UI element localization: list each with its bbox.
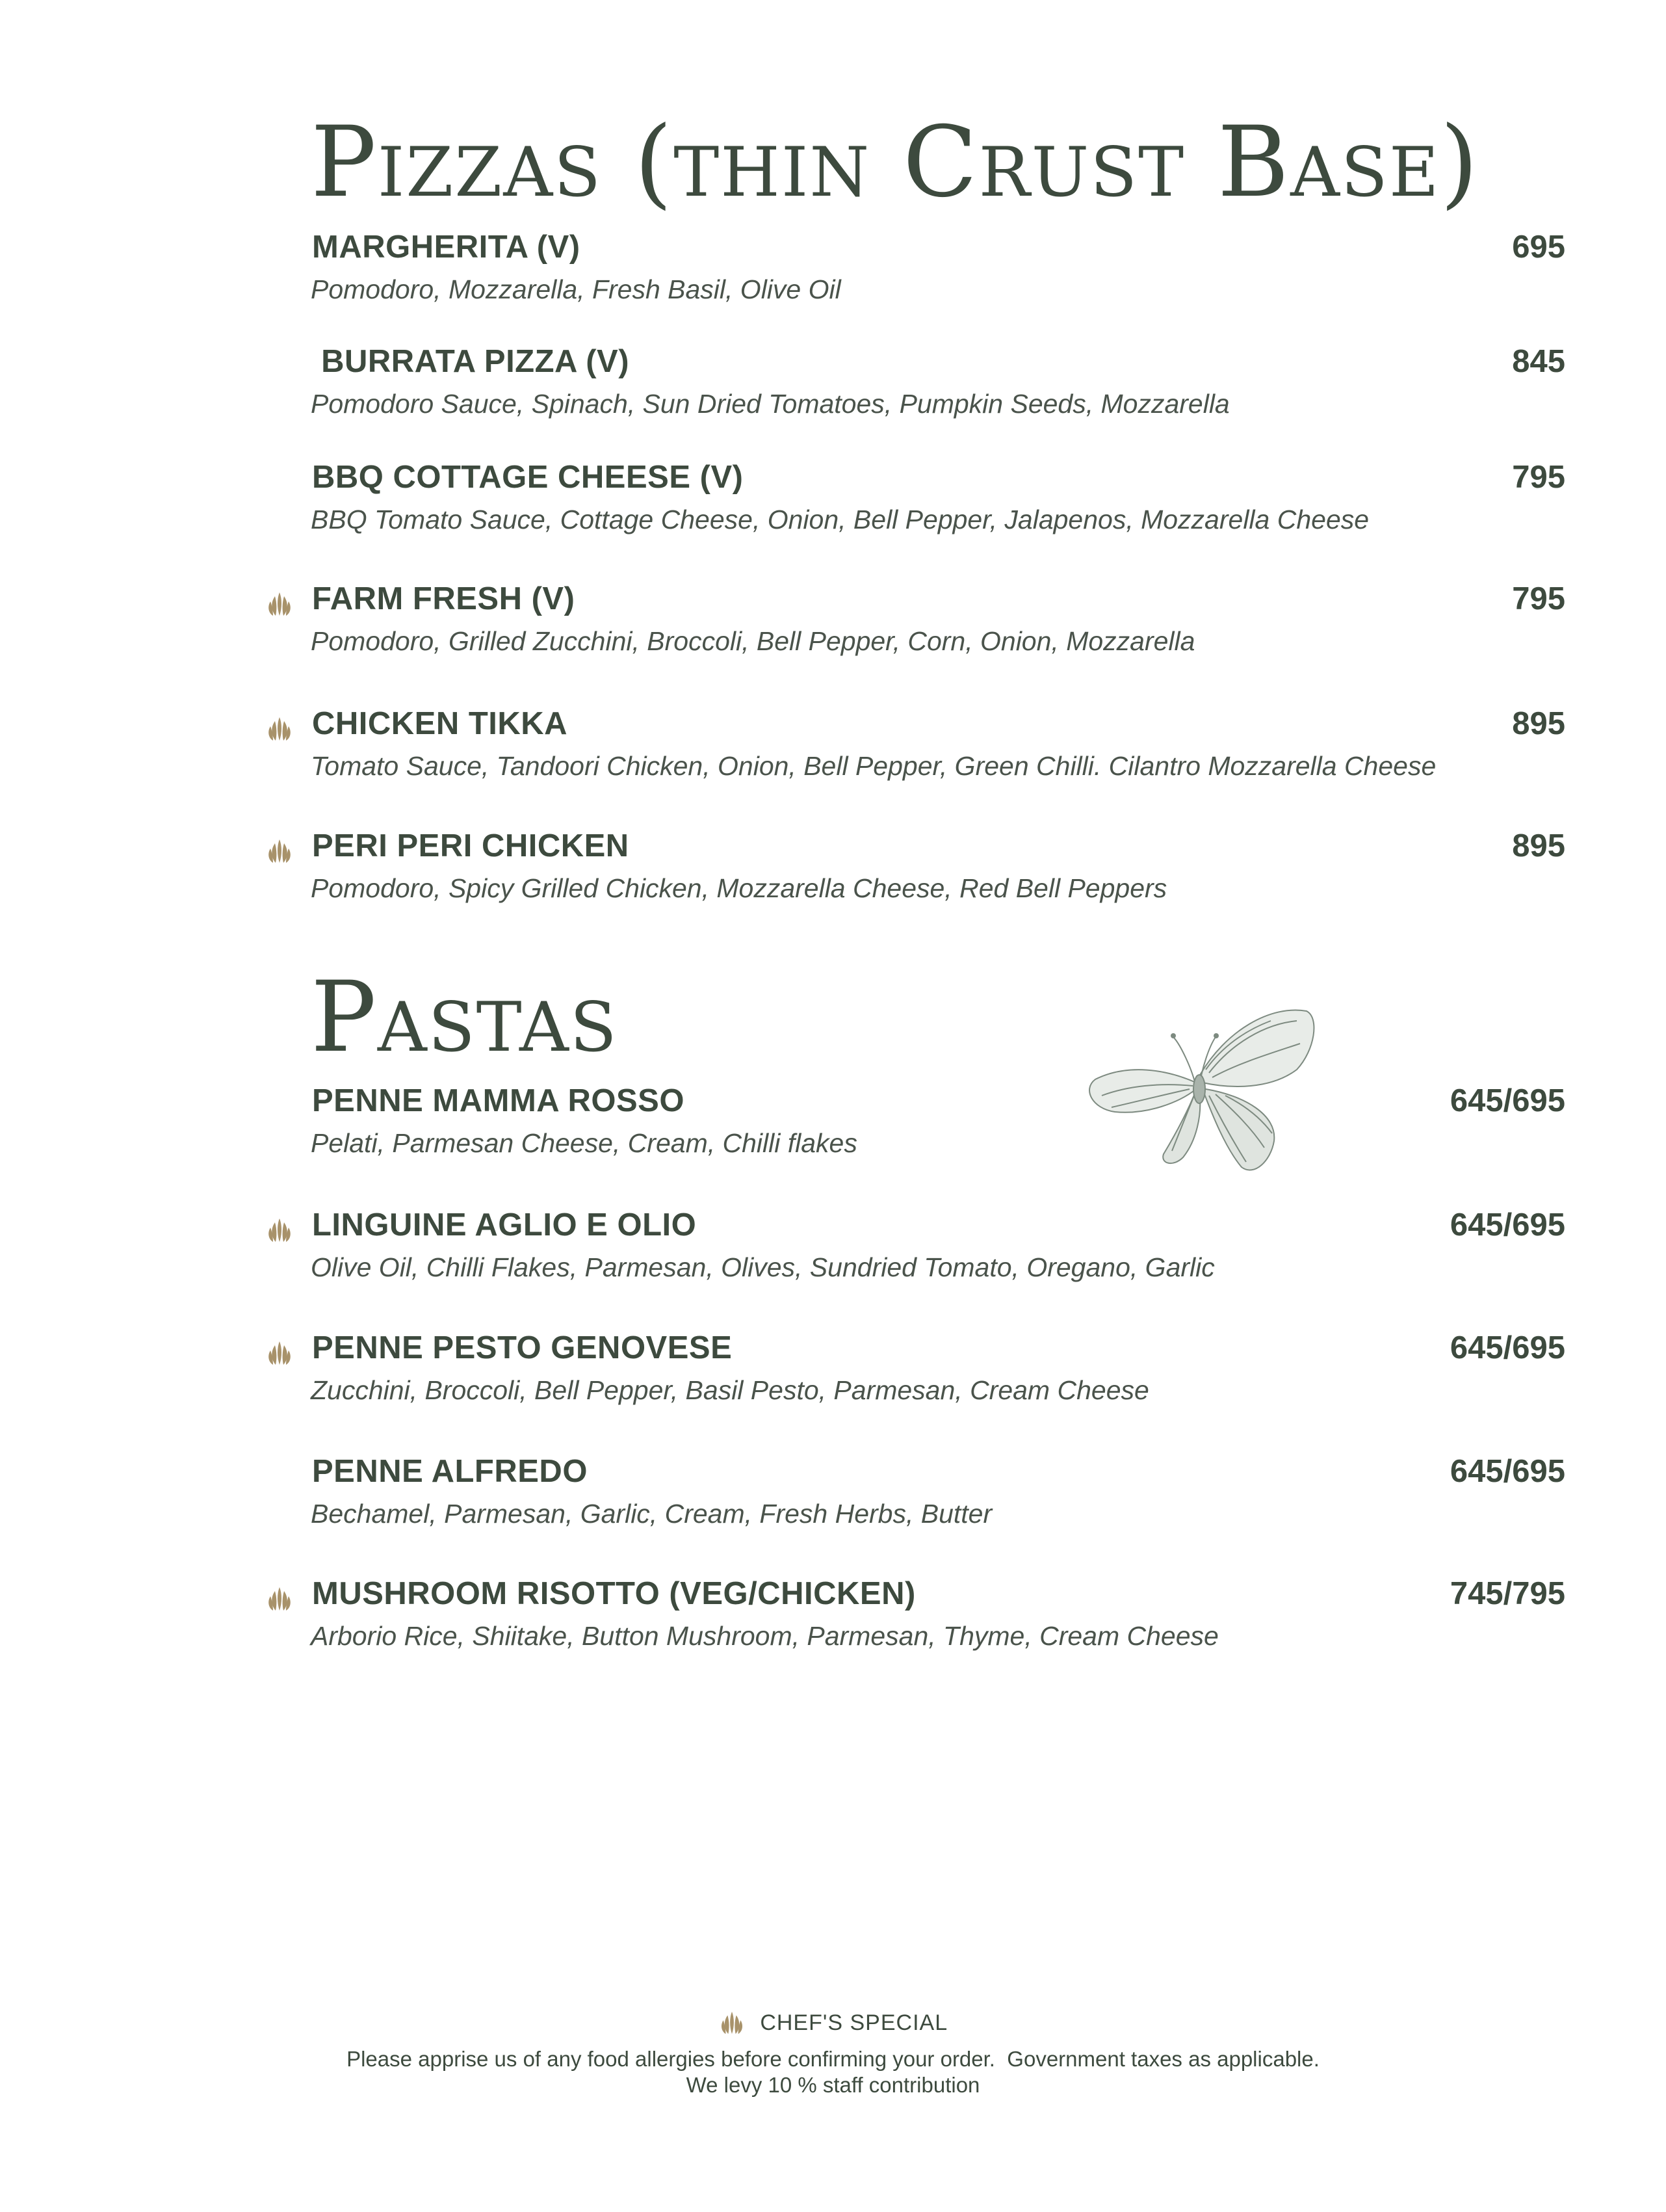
- item-name: BURRATA PIZZA (V): [312, 344, 630, 379]
- chef-special-leaf-icon: [265, 590, 294, 618]
- item-name: BBQ COTTAGE CHEESE (V): [312, 460, 744, 495]
- menu-item-penne-pesto-genovese: [0, 1330, 1666, 1427]
- chef-special-leaf-icon: [265, 1216, 294, 1244]
- item-price: 745/795: [1450, 1576, 1565, 1611]
- item-price: 795: [1512, 460, 1565, 495]
- item-description: Pomodoro Sauce, Spinach, Sun Dried Tomatoes, Pumpkin Seeds, Mozzarella: [311, 389, 1230, 419]
- chef-special-leaf-icon: [265, 1339, 294, 1367]
- item-name: PENNE MAMMA ROSSO: [312, 1083, 684, 1118]
- item-price: 895: [1512, 706, 1565, 741]
- chef-special-label: CHEF'S SPECIAL: [760, 2010, 948, 2035]
- item-name: PENNE ALFREDO: [312, 1454, 588, 1489]
- item-description: Bechamel, Parmesan, Garlic, Cream, Fresh Herbs, Butter: [311, 1499, 993, 1529]
- menu-item-penne-mamma-rosso: [0, 1083, 1666, 1180]
- item-name: PERI PERI CHICKEN: [312, 828, 629, 863]
- pizzas-section-title: Pizzas (thin Crust Base): [311, 106, 1480, 219]
- staff-contribution-notice: We levy 10 % staff contribution: [686, 2073, 980, 2097]
- item-description: Pelati, Parmesan Cheese, Cream, Chilli flakes: [311, 1128, 857, 1158]
- menu-item-farm-fresh: [0, 581, 1666, 678]
- item-price: 645/695: [1450, 1083, 1565, 1118]
- item-description: Olive Oil, Chilli Flakes, Parmesan, Olives, Sundried Tomato, Oregano, Garlic: [311, 1252, 1215, 1282]
- menu-item-margherita: [0, 229, 1666, 326]
- item-price: 645/695: [1450, 1454, 1565, 1489]
- item-price: 795: [1512, 581, 1565, 616]
- chef-special-leaf-icon: [718, 2009, 746, 2036]
- chef-special-leaf-icon: [265, 837, 294, 865]
- menu-item-penne-alfredo: [0, 1453, 1666, 1551]
- menu-item-mushroom-risotto: [0, 1575, 1666, 1673]
- item-name: CHICKEN TIKKA: [312, 706, 568, 741]
- menu-item-bbq-cottage-cheese: [0, 459, 1666, 557]
- item-price: 645/695: [1450, 1207, 1565, 1243]
- item-price: 695: [1512, 230, 1565, 265]
- item-description: Pomodoro, Mozzarella, Fresh Basil, Olive Oil: [311, 274, 841, 304]
- pastas-section-title: Pastas: [311, 961, 618, 1074]
- item-description: Arborio Rice, Shiitake, Button Mushroom, Parmesan, Thyme, Cream Cheese: [311, 1621, 1219, 1651]
- item-price: 895: [1512, 828, 1565, 863]
- item-name: PENNE PESTO GENOVESE: [312, 1330, 733, 1365]
- item-price: 645/695: [1450, 1330, 1565, 1365]
- chef-special-leaf-icon: [265, 1585, 294, 1613]
- item-name: MUSHROOM RISOTTO (VEG/CHICKEN): [312, 1576, 916, 1611]
- item-name: LINGUINE AGLIO E OLIO: [312, 1207, 697, 1243]
- item-name: FARM FRESH (V): [312, 581, 575, 616]
- allergy-notice: Please apprise us of any food allergies before confirming your order. Government taxes as applicable.: [346, 2047, 1320, 2071]
- item-description: Tomato Sauce, Tandoori Chicken, Onion, Bell Pepper, Green Chilli. Cilantro Mozzarella Cheese: [311, 751, 1437, 781]
- menu-item-linguine-aglio-e-olio: [0, 1207, 1666, 1304]
- menu-item-burrata-pizza: [0, 343, 1666, 441]
- item-description: Zucchini, Broccoli, Bell Pepper, Basil Pesto, Parmesan, Cream Cheese: [311, 1375, 1149, 1405]
- menu-item-peri-peri-chicken: [0, 828, 1666, 925]
- chef-special-leaf-icon: [265, 715, 294, 743]
- menu-item-chicken-tikka: [0, 705, 1666, 803]
- item-price: 845: [1512, 344, 1565, 379]
- chef-special-legend: [0, 2009, 1666, 2048]
- item-name: MARGHERITA (V): [312, 230, 580, 265]
- item-description: Pomodoro, Grilled Zucchini, Broccoli, Bell Pepper, Corn, Onion, Mozzarella: [311, 626, 1195, 656]
- item-description: BBQ Tomato Sauce, Cottage Cheese, Onion, Bell Pepper, Jalapenos, Mozzarella Cheese: [311, 505, 1370, 534]
- item-description: Pomodoro, Spicy Grilled Chicken, Mozzarella Cheese, Red Bell Peppers: [311, 873, 1167, 903]
